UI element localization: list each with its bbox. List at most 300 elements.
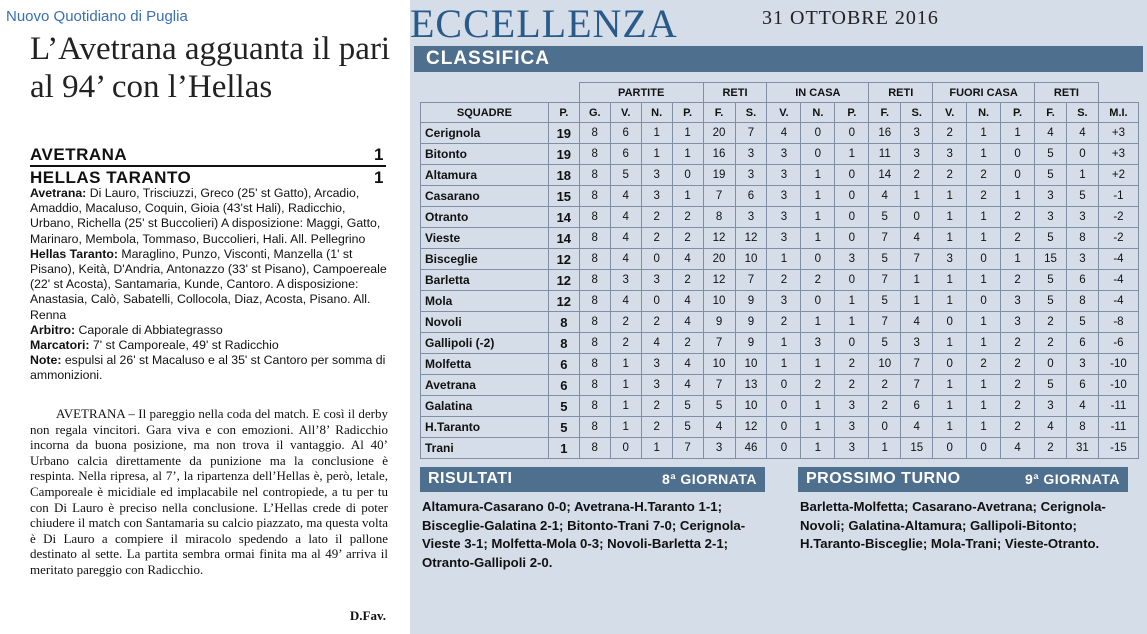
team-name-cell: Barletta [421, 270, 549, 291]
points-cell: 12 [548, 249, 579, 270]
stat-cell: 4 [610, 186, 641, 207]
group-header-reti-fuori: RETI [1035, 83, 1099, 103]
stat-cell: 10 [703, 291, 735, 312]
stat-cell: 3 [933, 249, 967, 270]
classifica-title: CLASSIFICA [426, 48, 550, 69]
stat-cell: 3 [835, 396, 869, 417]
table-row [421, 375, 1139, 396]
stat-cell: 3 [767, 186, 801, 207]
stat-cell: 8 [579, 438, 610, 459]
team-name-cell: Galatina [421, 396, 549, 417]
stat-cell: 1 [967, 270, 1001, 291]
stat-cell: 1 [801, 438, 835, 459]
stat-cell: 3 [835, 249, 869, 270]
stat-cell: 0 [610, 438, 641, 459]
points-cell: 12 [548, 270, 579, 291]
stat-cell: -11 [1098, 417, 1138, 438]
group-header-in-casa: IN CASA [767, 83, 869, 103]
stat-cell: 5 [1035, 270, 1067, 291]
stat-cell: 0 [641, 249, 672, 270]
stat-cell: 2 [672, 270, 703, 291]
stat-cell: 4 [1035, 123, 1067, 144]
stat-cell: 1 [835, 291, 869, 312]
team-name-cell: Trani [421, 438, 549, 459]
stat-cell: 8 [579, 186, 610, 207]
points-cell: 19 [548, 144, 579, 165]
stat-cell: 5 [1035, 291, 1067, 312]
column-header: V. [610, 103, 641, 123]
stat-cell: 3 [641, 165, 672, 186]
stat-cell: 4 [641, 333, 672, 354]
table-row [421, 165, 1139, 186]
stat-cell: 1 [967, 375, 1001, 396]
stat-cell: 8 [1066, 417, 1098, 438]
standings-body [421, 123, 1139, 459]
stat-cell: -10 [1098, 375, 1138, 396]
home-team-score-row [30, 145, 386, 165]
stat-cell: 8 [703, 207, 735, 228]
group-header-reti: RETI [703, 83, 767, 103]
stat-cell: 3 [641, 375, 672, 396]
stat-cell: 2 [641, 396, 672, 417]
column-header: P. [548, 103, 579, 123]
column-header: S. [1066, 103, 1098, 123]
stat-cell: 5 [672, 396, 703, 417]
team-name-cell: H.Taranto [421, 417, 549, 438]
stat-cell: 4 [672, 312, 703, 333]
stat-cell: 8 [579, 291, 610, 312]
stat-cell: 4 [672, 249, 703, 270]
stat-cell: 7 [901, 249, 933, 270]
stat-cell: -2 [1098, 228, 1138, 249]
group-header-reti-casa: RETI [869, 83, 933, 103]
stat-cell: 1 [801, 417, 835, 438]
stat-cell: 4 [901, 417, 933, 438]
stat-cell: 3 [1001, 291, 1035, 312]
stat-cell: 6 [735, 186, 767, 207]
stat-cell: 4 [610, 228, 641, 249]
stat-cell: -10 [1098, 354, 1138, 375]
stat-cell: 4 [610, 249, 641, 270]
column-header: F. [703, 103, 735, 123]
stat-cell: 4 [1035, 417, 1067, 438]
stat-cell: 5 [1066, 312, 1098, 333]
stat-cell: 8 [579, 123, 610, 144]
avetrana-lineup-text: Di Lauro, Trisciuzzi, Greco (25' st Gatto), Arcadio, Amaddio, Macaluso, Coquin, Gioia (43'st Hali), Radicchio, Urbano, Richella (25' st Buccolieri) A disposizione: Maggi, Gatto, Marinaro, Membola, Tommaso, Buccolieri, Hali. All. Pellegrino [30, 186, 381, 246]
stat-cell: 3 [1035, 396, 1067, 417]
stat-cell: 5 [1035, 228, 1067, 249]
stat-cell: 3 [767, 165, 801, 186]
stat-cell: 3 [767, 291, 801, 312]
points-cell: 19 [548, 123, 579, 144]
column-header: G. [579, 103, 610, 123]
stat-cell: 1 [835, 312, 869, 333]
stat-cell: 14 [869, 165, 901, 186]
table-row [421, 144, 1139, 165]
stat-cell: 1 [767, 333, 801, 354]
stat-cell: 8 [579, 249, 610, 270]
table-row [421, 354, 1139, 375]
newspaper-source: Nuovo Quotidiano di Puglia [6, 8, 188, 25]
stat-cell: +3 [1098, 144, 1138, 165]
stat-cell: 4 [1001, 438, 1035, 459]
prossimo-round: 9ª GIORNATA [1025, 471, 1120, 487]
stat-cell: 0 [767, 396, 801, 417]
stat-cell: 1 [672, 186, 703, 207]
avetrana-lineup [30, 186, 388, 247]
column-header: N. [967, 103, 1001, 123]
column-header: SQUADRE [421, 103, 549, 123]
stat-cell: 3 [1066, 249, 1098, 270]
points-cell: 6 [548, 354, 579, 375]
away-team-score: 1 [374, 168, 384, 187]
team-name-cell: Bisceglie [421, 249, 549, 270]
team-name-cell: Mola [421, 291, 549, 312]
stat-cell: 2 [1001, 207, 1035, 228]
stat-cell: 3 [801, 333, 835, 354]
points-cell: 8 [548, 312, 579, 333]
stat-cell: 2 [835, 354, 869, 375]
column-header: P. [1001, 103, 1035, 123]
stat-cell: 2 [641, 207, 672, 228]
section-title: ECCELLENZA [410, 1, 678, 46]
stat-cell: 3 [610, 270, 641, 291]
stat-cell: 5 [1035, 144, 1067, 165]
table-row [421, 270, 1139, 291]
stat-cell: 10 [735, 249, 767, 270]
stat-cell: 1 [869, 438, 901, 459]
avetrana-lineup-label: Avetrana: [30, 186, 87, 200]
stat-cell: 4 [1066, 396, 1098, 417]
stat-cell: 1 [967, 207, 1001, 228]
standings-panel [410, 0, 1147, 634]
stat-cell: 0 [801, 123, 835, 144]
team-name-cell: Molfetta [421, 354, 549, 375]
stat-cell: 2 [641, 228, 672, 249]
stat-cell: 2 [1001, 417, 1035, 438]
stat-cell: 7 [672, 438, 703, 459]
stat-cell: 2 [1035, 312, 1067, 333]
away-team-score-row [30, 168, 386, 188]
stat-cell: 7 [869, 270, 901, 291]
stat-cell: 1 [933, 291, 967, 312]
table-row [421, 249, 1139, 270]
stat-cell: +3 [1098, 123, 1138, 144]
stat-cell: 46 [735, 438, 767, 459]
stat-cell: 3 [767, 228, 801, 249]
stat-cell: 10 [703, 354, 735, 375]
column-header: P. [835, 103, 869, 123]
stat-cell: 11 [869, 144, 901, 165]
stat-cell: 1 [801, 186, 835, 207]
author-signature: D.Fav. [349, 608, 386, 623]
stat-cell: 3 [901, 144, 933, 165]
team-name-cell: Altamura [421, 165, 549, 186]
stat-cell: 3 [735, 165, 767, 186]
column-header: F. [869, 103, 901, 123]
stat-cell: 4 [672, 291, 703, 312]
column-header: S. [735, 103, 767, 123]
stat-cell: 10 [869, 354, 901, 375]
standings-table [420, 82, 1139, 459]
stat-cell: 1 [801, 354, 835, 375]
column-header: V. [767, 103, 801, 123]
column-header: S. [901, 103, 933, 123]
stat-cell: 1 [641, 123, 672, 144]
stat-cell: -2 [1098, 207, 1138, 228]
stat-cell: 3 [835, 417, 869, 438]
stat-cell: 2 [933, 123, 967, 144]
stat-cell: 7 [901, 375, 933, 396]
table-row [421, 333, 1139, 354]
notes [30, 353, 388, 383]
stat-cell: 8 [579, 396, 610, 417]
table-row [421, 291, 1139, 312]
stat-cell: 5 [1066, 186, 1098, 207]
stat-cell: 0 [1035, 354, 1067, 375]
stat-cell: 0 [835, 270, 869, 291]
stat-cell: 1 [641, 144, 672, 165]
stat-cell: 1 [610, 375, 641, 396]
stat-cell: 15 [901, 438, 933, 459]
stat-cell: 2 [641, 312, 672, 333]
table-row [421, 417, 1139, 438]
stat-cell: 1 [1001, 249, 1035, 270]
stat-cell: 1 [901, 186, 933, 207]
stat-cell: 7 [703, 375, 735, 396]
stat-cell: 4 [703, 417, 735, 438]
stat-cell: 10 [735, 354, 767, 375]
stat-cell: 2 [1001, 396, 1035, 417]
scorers-label: Marcatori: [30, 338, 90, 353]
stat-cell: 8 [579, 312, 610, 333]
stat-cell: 2 [901, 165, 933, 186]
notes-label: Note: [30, 353, 62, 368]
team-name-cell: Vieste [421, 228, 549, 249]
stat-cell: 1 [933, 333, 967, 354]
home-team-name: AVETRANA [30, 145, 128, 164]
stat-cell: 0 [967, 249, 1001, 270]
stat-cell: 1 [672, 144, 703, 165]
stat-cell: 0 [767, 417, 801, 438]
stat-cell: 4 [869, 186, 901, 207]
stat-cell: 0 [967, 291, 1001, 312]
stat-cell: 2 [967, 186, 1001, 207]
stat-cell: 4 [610, 291, 641, 312]
group-header-fuori-casa: FUORI CASA [933, 83, 1035, 103]
team-name-cell: Bitonto [421, 144, 549, 165]
stat-cell: 3 [901, 333, 933, 354]
stat-cell: 2 [1035, 333, 1067, 354]
stat-cell: 2 [1001, 228, 1035, 249]
away-team-name: HELLAS TARANTO [30, 168, 192, 187]
stat-cell: 0 [835, 333, 869, 354]
points-cell: 15 [548, 186, 579, 207]
stat-cell: 12 [735, 417, 767, 438]
stat-cell: -4 [1098, 270, 1138, 291]
stat-cell: 5 [869, 249, 901, 270]
scorers-text: 7' st Camporeale, 49' st Radicchio [89, 338, 279, 353]
stat-cell: 3 [641, 354, 672, 375]
points-cell: 18 [548, 165, 579, 186]
stat-cell: 0 [835, 186, 869, 207]
stat-cell: 0 [672, 165, 703, 186]
points-cell: 14 [548, 228, 579, 249]
stat-cell: 8 [579, 333, 610, 354]
points-cell: 6 [548, 375, 579, 396]
stat-cell: 1 [933, 375, 967, 396]
stat-cell: 3 [1035, 186, 1067, 207]
match-details [30, 186, 388, 384]
home-team-score: 1 [374, 145, 384, 164]
team-name-cell: Gallipoli (-2) [421, 333, 549, 354]
column-header: N. [641, 103, 672, 123]
stat-cell: 3 [641, 270, 672, 291]
column-header: N. [801, 103, 835, 123]
stat-cell: 6 [1066, 270, 1098, 291]
stat-cell: 0 [835, 123, 869, 144]
stat-cell: 5 [610, 165, 641, 186]
hellas-lineup-label: Hellas Taranto: [30, 246, 118, 261]
stat-cell: 8 [579, 165, 610, 186]
stat-cell: 9 [703, 312, 735, 333]
stat-cell: 3 [767, 144, 801, 165]
stat-cell: 1 [933, 396, 967, 417]
stat-cell: 10 [735, 396, 767, 417]
article-body [30, 406, 388, 578]
stat-cell: 2 [767, 312, 801, 333]
team-name-cell: Cerignola [421, 123, 549, 144]
stat-cell: 2 [869, 375, 901, 396]
stat-cell: 1 [801, 207, 835, 228]
points-cell: 8 [548, 333, 579, 354]
stat-cell: 1 [901, 291, 933, 312]
stat-cell: 2 [835, 375, 869, 396]
stat-cell: -6 [1098, 333, 1138, 354]
team-name-cell: Otranto [421, 207, 549, 228]
stat-cell: 8 [1066, 291, 1098, 312]
stat-cell: 3 [735, 207, 767, 228]
stat-cell: 20 [703, 249, 735, 270]
stat-cell: 8 [579, 144, 610, 165]
stat-cell: 2 [1001, 333, 1035, 354]
stat-cell: 6 [1066, 333, 1098, 354]
table-row [421, 207, 1139, 228]
stat-cell: 3 [1001, 312, 1035, 333]
stat-cell: 12 [703, 270, 735, 291]
risultati-round: 8ª GIORNATA [662, 471, 757, 487]
stat-cell: 2 [610, 333, 641, 354]
stat-cell: 12 [703, 228, 735, 249]
stat-cell: 0 [767, 438, 801, 459]
stat-cell: 1 [801, 165, 835, 186]
stat-cell: 5 [869, 333, 901, 354]
stat-cell: 0 [933, 354, 967, 375]
points-cell: 5 [548, 396, 579, 417]
stat-cell: 5 [1035, 165, 1067, 186]
referee [30, 323, 388, 338]
stat-cell: 3 [901, 123, 933, 144]
stat-cell: 1 [767, 249, 801, 270]
stat-cell: 4 [901, 228, 933, 249]
stat-cell: 1 [801, 396, 835, 417]
stat-cell: +2 [1098, 165, 1138, 186]
column-header: P. [672, 103, 703, 123]
stat-cell: 3 [641, 186, 672, 207]
stat-cell: 2 [672, 228, 703, 249]
stat-cell: 9 [735, 333, 767, 354]
stat-cell: 5 [869, 291, 901, 312]
stat-cell: 1 [801, 228, 835, 249]
group-header-row [421, 83, 1139, 103]
stat-cell: 0 [967, 438, 1001, 459]
stat-cell: -8 [1098, 312, 1138, 333]
column-header: V. [933, 103, 967, 123]
stat-cell: 0 [801, 144, 835, 165]
stat-cell: 9 [735, 312, 767, 333]
score-divider [30, 165, 386, 167]
stat-cell: 7 [869, 312, 901, 333]
stat-cell: 3 [735, 144, 767, 165]
prossimo-header [798, 467, 1128, 492]
stat-cell: 1 [672, 123, 703, 144]
notes-text: espulsi al 26' st Macaluso e al 35' st Cantoro per somma di ammonizioni. [30, 353, 386, 383]
risultati-title: RISULTATI [428, 470, 513, 487]
stat-cell: 1 [933, 270, 967, 291]
stat-cell: 6 [901, 396, 933, 417]
stat-cell: 8 [579, 354, 610, 375]
stat-cell: 2 [672, 333, 703, 354]
article-headline: L’Avetrana agguanta il pari al 94’ con l’Hellas [30, 31, 391, 105]
stat-cell: 6 [610, 144, 641, 165]
stat-cell: 0 [835, 165, 869, 186]
article-text: AVETRANA – Il pareggio nella coda del match. E così il derby non regala vincitori. Gara viva e con emozioni. All’8’ Radicchio incorna da buona posizione, ma non trova il vantaggio. Al 40’ Urbano calcia direttamente da punizione ma la conclusione è respinta. Nella ripresa, al 7’, la ripartenza dell’Hellas è, però, letale, Camporeale è micidiale ed implacabile nel contropiede, a tu per tu con Di Lauro è preciso nella conclusione. L’Hellas crede di poter chiudere il match con Santamaria su calcio piazzato, ma questa volta è Di Lauro a compiere il miracolo spedendo a lato il pallone destinato al sette. La partita sembra ormai finita ma al 49’ arriva il meritato pareggio con Radicchio. [30, 406, 388, 577]
stat-cell: 8 [579, 417, 610, 438]
stat-cell: 1 [967, 396, 1001, 417]
stat-cell: 5 [672, 417, 703, 438]
stat-cell: 5 [869, 207, 901, 228]
publication-date: 31 OTTOBRE 2016 [762, 7, 939, 29]
stat-cell: 1 [835, 144, 869, 165]
stat-cell: 8 [579, 228, 610, 249]
stat-cell: 3 [1035, 207, 1067, 228]
stat-cell: 4 [672, 354, 703, 375]
stat-cell: 8 [579, 270, 610, 291]
classifica-header [414, 46, 1143, 72]
stat-cell: 1 [967, 333, 1001, 354]
risultati-header [420, 467, 765, 492]
stat-cell: 0 [835, 228, 869, 249]
stat-cell: 0 [869, 417, 901, 438]
stat-cell: 0 [901, 207, 933, 228]
stat-cell: 2 [1001, 375, 1035, 396]
stat-cell: 0 [1066, 144, 1098, 165]
stat-cell: 8 [579, 375, 610, 396]
stat-cell: 1 [610, 396, 641, 417]
stat-cell: 2 [801, 270, 835, 291]
stat-cell: 0 [933, 438, 967, 459]
risultati-text: Altamura-Casarano 0-0; Avetrana-H.Taranto 1-1; Bisceglie-Galatina 2-1; Bitonto-Trani 7-0; Cerignola-Vieste 3-1; Molfetta-Mola 0-3; Novoli-Barletta 2-1; Otranto-Gallipoli 2-0. [422, 499, 746, 570]
stat-cell: 3 [933, 144, 967, 165]
stat-cell: 1 [933, 207, 967, 228]
group-header-partite: PARTITE [579, 83, 703, 103]
stat-cell: 16 [869, 123, 901, 144]
scorers [30, 338, 388, 353]
stat-cell: 7 [703, 186, 735, 207]
stat-cell: 7 [735, 270, 767, 291]
stat-cell: 7 [869, 228, 901, 249]
stat-cell: -4 [1098, 249, 1138, 270]
